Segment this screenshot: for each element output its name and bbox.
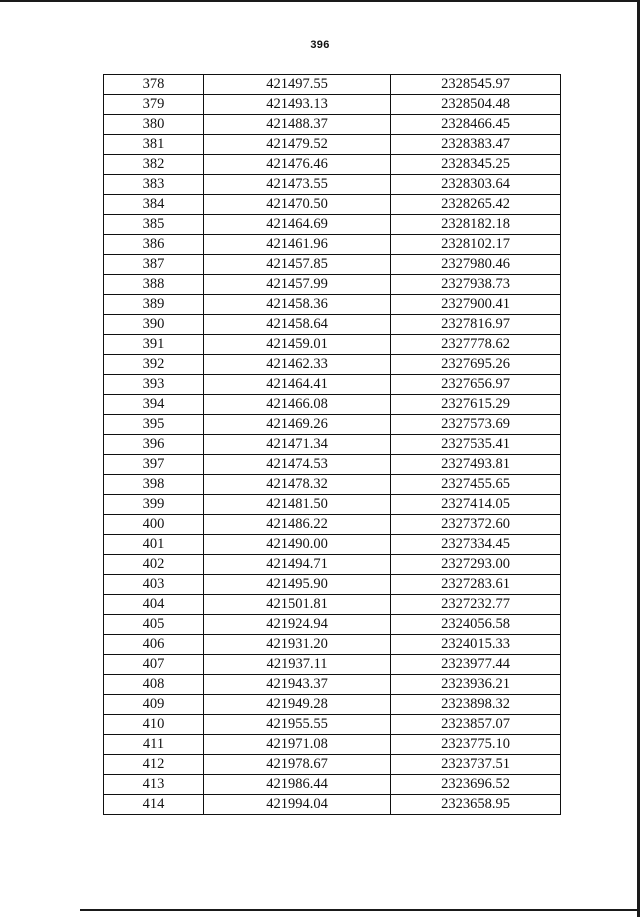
x-coordinate-cell: 421490.00: [204, 535, 391, 555]
table-row: [104, 195, 561, 215]
x-coordinate-cell: 421466.08: [204, 395, 391, 415]
x-coordinate-cell: 421457.99: [204, 275, 391, 295]
y-coordinate-cell: 2327372.60: [391, 515, 561, 535]
x-coordinate-cell: 421495.90: [204, 575, 391, 595]
x-coordinate-cell: 421458.36: [204, 295, 391, 315]
point-number-cell: 380: [104, 115, 204, 135]
table-row: [104, 275, 561, 295]
table-row: [104, 435, 561, 455]
x-coordinate-cell: 421461.96: [204, 235, 391, 255]
y-coordinate-cell: 2328383.47: [391, 135, 561, 155]
point-number-cell: 414: [104, 795, 204, 815]
point-number-cell: 398: [104, 475, 204, 495]
x-coordinate-cell: 421994.04: [204, 795, 391, 815]
y-coordinate-cell: 2323936.21: [391, 675, 561, 695]
table-row: [104, 655, 561, 675]
y-coordinate-cell: 2327778.62: [391, 335, 561, 355]
table-row: [104, 575, 561, 595]
y-coordinate-cell: 2327455.65: [391, 475, 561, 495]
y-coordinate-cell: 2328182.18: [391, 215, 561, 235]
table-row: [104, 535, 561, 555]
point-number-cell: 409: [104, 695, 204, 715]
table-row: [104, 475, 561, 495]
y-coordinate-cell: 2327980.46: [391, 255, 561, 275]
y-coordinate-cell: 2327816.97: [391, 315, 561, 335]
table-row: [104, 255, 561, 275]
point-number-cell: 405: [104, 615, 204, 635]
table-row: [104, 375, 561, 395]
point-number-cell: 384: [104, 195, 204, 215]
y-coordinate-cell: 2327334.45: [391, 535, 561, 555]
x-coordinate-cell: 421469.26: [204, 415, 391, 435]
x-coordinate-cell: 421479.52: [204, 135, 391, 155]
y-coordinate-cell: 2323775.10: [391, 735, 561, 755]
table-row: [104, 715, 561, 735]
y-coordinate-cell: 2327695.26: [391, 355, 561, 375]
point-number-cell: 390: [104, 315, 204, 335]
y-coordinate-cell: 2327493.81: [391, 455, 561, 475]
table-row: [104, 775, 561, 795]
y-coordinate-cell: 2327938.73: [391, 275, 561, 295]
x-coordinate-cell: 421464.41: [204, 375, 391, 395]
table-row: [104, 355, 561, 375]
point-number-cell: 397: [104, 455, 204, 475]
x-coordinate-cell: 421986.44: [204, 775, 391, 795]
x-coordinate-cell: 421949.28: [204, 695, 391, 715]
y-coordinate-cell: 2327573.69: [391, 415, 561, 435]
table-row: [104, 635, 561, 655]
table-row: [104, 175, 561, 195]
table-row: [104, 335, 561, 355]
table-row: [104, 135, 561, 155]
point-number-cell: 400: [104, 515, 204, 535]
y-coordinate-cell: 2324015.33: [391, 635, 561, 655]
table-row: [104, 755, 561, 775]
point-number-cell: 385: [104, 215, 204, 235]
point-number-cell: 403: [104, 575, 204, 595]
y-coordinate-cell: 2328545.97: [391, 75, 561, 95]
y-coordinate-cell: 2323737.51: [391, 755, 561, 775]
point-number-cell: 382: [104, 155, 204, 175]
scan-edge-bottom: [80, 909, 640, 911]
table-row: [104, 395, 561, 415]
table-row: [104, 155, 561, 175]
y-coordinate-cell: 2327656.97: [391, 375, 561, 395]
table-row: [104, 75, 561, 95]
x-coordinate-cell: 421462.33: [204, 355, 391, 375]
x-coordinate-cell: 421978.67: [204, 755, 391, 775]
point-number-cell: 396: [104, 435, 204, 455]
x-coordinate-cell: 421924.94: [204, 615, 391, 635]
point-number-cell: 387: [104, 255, 204, 275]
x-coordinate-cell: 421488.37: [204, 115, 391, 135]
point-number-cell: 402: [104, 555, 204, 575]
y-coordinate-cell: 2323898.32: [391, 695, 561, 715]
y-coordinate-cell: 2328265.42: [391, 195, 561, 215]
x-coordinate-cell: 421458.64: [204, 315, 391, 335]
y-coordinate-cell: 2323658.95: [391, 795, 561, 815]
point-number-cell: 411: [104, 735, 204, 755]
point-number-cell: 379: [104, 95, 204, 115]
point-number-cell: 391: [104, 335, 204, 355]
y-coordinate-cell: 2328303.64: [391, 175, 561, 195]
table-row: [104, 615, 561, 635]
table-row: [104, 115, 561, 135]
point-number-cell: 388: [104, 275, 204, 295]
table-row: [104, 455, 561, 475]
x-coordinate-cell: 421481.50: [204, 495, 391, 515]
table-row: [104, 495, 561, 515]
y-coordinate-cell: 2324056.58: [391, 615, 561, 635]
point-number-cell: 392: [104, 355, 204, 375]
point-number-cell: 406: [104, 635, 204, 655]
point-number-cell: 399: [104, 495, 204, 515]
scan-edge-top: [0, 0, 640, 2]
x-coordinate-cell: 421494.71: [204, 555, 391, 575]
y-coordinate-cell: 2327535.41: [391, 435, 561, 455]
point-number-cell: 395: [104, 415, 204, 435]
x-coordinate-cell: 421464.69: [204, 215, 391, 235]
y-coordinate-cell: 2327232.77: [391, 595, 561, 615]
page-number: 396: [310, 39, 330, 51]
point-number-cell: 393: [104, 375, 204, 395]
x-coordinate-cell: 421486.22: [204, 515, 391, 535]
point-number-cell: 401: [104, 535, 204, 555]
point-number-cell: 389: [104, 295, 204, 315]
x-coordinate-cell: 421474.53: [204, 455, 391, 475]
table-row: [104, 295, 561, 315]
x-coordinate-cell: 421478.32: [204, 475, 391, 495]
table-row: [104, 675, 561, 695]
point-number-cell: 378: [104, 75, 204, 95]
table-row: [104, 555, 561, 575]
point-number-cell: 386: [104, 235, 204, 255]
coordinates-table-body: [104, 75, 561, 815]
x-coordinate-cell: 421471.34: [204, 435, 391, 455]
x-coordinate-cell: 421473.55: [204, 175, 391, 195]
y-coordinate-cell: 2327293.00: [391, 555, 561, 575]
x-coordinate-cell: 421457.85: [204, 255, 391, 275]
table-row: [104, 735, 561, 755]
x-coordinate-cell: 421931.20: [204, 635, 391, 655]
point-number-cell: 407: [104, 655, 204, 675]
y-coordinate-cell: 2323857.07: [391, 715, 561, 735]
table-row: [104, 795, 561, 815]
x-coordinate-cell: 421971.08: [204, 735, 391, 755]
y-coordinate-cell: 2327283.61: [391, 575, 561, 595]
y-coordinate-cell: 2327414.05: [391, 495, 561, 515]
x-coordinate-cell: 421493.13: [204, 95, 391, 115]
x-coordinate-cell: 421937.11: [204, 655, 391, 675]
y-coordinate-cell: 2323696.52: [391, 775, 561, 795]
point-number-cell: 408: [104, 675, 204, 695]
point-number-cell: 413: [104, 775, 204, 795]
table-row: [104, 235, 561, 255]
x-coordinate-cell: 421470.50: [204, 195, 391, 215]
table-row: [104, 415, 561, 435]
point-number-cell: 410: [104, 715, 204, 735]
y-coordinate-cell: 2328102.17: [391, 235, 561, 255]
coordinates-table: [103, 74, 561, 815]
x-coordinate-cell: 421476.46: [204, 155, 391, 175]
point-number-cell: 383: [104, 175, 204, 195]
table-row: [104, 95, 561, 115]
point-number-cell: 394: [104, 395, 204, 415]
x-coordinate-cell: 421497.55: [204, 75, 391, 95]
x-coordinate-cell: 421955.55: [204, 715, 391, 735]
table-row: [104, 215, 561, 235]
y-coordinate-cell: 2328345.25: [391, 155, 561, 175]
table-row: [104, 695, 561, 715]
point-number-cell: 404: [104, 595, 204, 615]
table-row: [104, 315, 561, 335]
y-coordinate-cell: 2327900.41: [391, 295, 561, 315]
y-coordinate-cell: 2323977.44: [391, 655, 561, 675]
table-row: [104, 595, 561, 615]
point-number-cell: 412: [104, 755, 204, 775]
table-row: [104, 515, 561, 535]
x-coordinate-cell: 421943.37: [204, 675, 391, 695]
y-coordinate-cell: 2328504.48: [391, 95, 561, 115]
y-coordinate-cell: 2327615.29: [391, 395, 561, 415]
x-coordinate-cell: 421459.01: [204, 335, 391, 355]
x-coordinate-cell: 421501.81: [204, 595, 391, 615]
y-coordinate-cell: 2328466.45: [391, 115, 561, 135]
point-number-cell: 381: [104, 135, 204, 155]
